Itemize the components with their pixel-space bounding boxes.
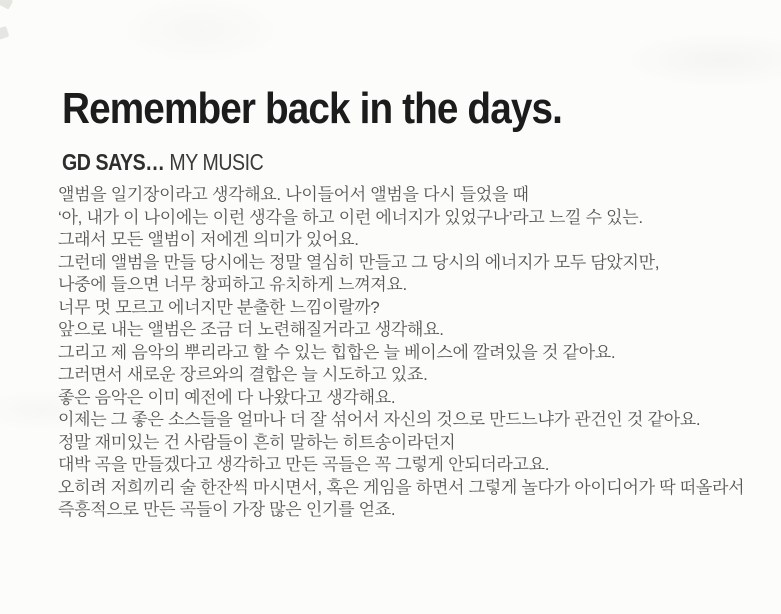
- body-text-line: 앞으로 내는 앨범은 조금 더 노련해질거라고 생각해요.: [58, 320, 444, 339]
- body-text-line: 그러면서 새로운 장르와의 결합은 늘 시도하고 있죠.: [58, 365, 428, 384]
- paper-edge-mark: [0, 26, 9, 41]
- subtitle-speaker-label: GD SAYS…: [62, 149, 165, 176]
- body-text-line: 즉흥적으로 만든 곡들이 가장 많은 인기를 얻죠.: [58, 500, 396, 519]
- paper-edge-mark: [0, 0, 13, 10]
- page-title: Remember back in the days.: [62, 84, 563, 134]
- body-text-line: 나중에 들으면 너무 창피하고 유치하게 느껴져요.: [58, 275, 407, 294]
- interview-body-text: [58, 184, 744, 522]
- body-text-line: 이제는 그 좋은 소스들을 얼마나 더 잘 섞어서 자신의 것으로 만드느냐가 관건인 것 같아요.: [58, 410, 701, 429]
- body-text-line: 오히려 저희끼리 술 한잔씩 마시면서, 혹은 게임을 하면서 그렇게 놀다가 아이디어가 딱 떠올라서: [58, 477, 745, 497]
- body-text-line: 그리고 제 음악의 뿌리라고 할 수 있는 힙합은 늘 베이스에 깔려있을 것 같아요.: [58, 342, 616, 362]
- body-text-line: 좋은 음악은 이미 예전에 다 나왔다고 생각해요.: [58, 387, 396, 407]
- body-text-line: ‘아, 내가 이 나이에는 이런 생각을 하고 이런 에너지가 있었구나’라고 느낄 수 있는.: [58, 207, 643, 227]
- section-subtitle: [62, 149, 263, 175]
- body-text-line: 그래서 모든 앨범이 저에겐 의미가 있어요.: [58, 230, 359, 249]
- subtitle-topic-label: MY MUSIC: [164, 149, 264, 176]
- body-text-line: 앨범을 일기장이라고 생각해요. 나이들어서 앨범을 다시 들었을 때: [58, 185, 529, 204]
- body-text-line: 정말 재미있는 건 사람들이 흔히 말하는 히트송이라던지: [58, 432, 456, 452]
- body-text-line: 그런데 앨범을 만들 당시에는 정말 열심히 만들고 그 당시의 에너지가 모두 담았지만,: [58, 252, 660, 272]
- body-text-line: 너무 멋 모르고 에너지만 분출한 느낌이랄까?: [58, 297, 380, 317]
- body-text-line: 대박 곡을 만들겠다고 생각하고 만든 곡들은 꼭 그렇게 안되더라고요.: [58, 455, 550, 474]
